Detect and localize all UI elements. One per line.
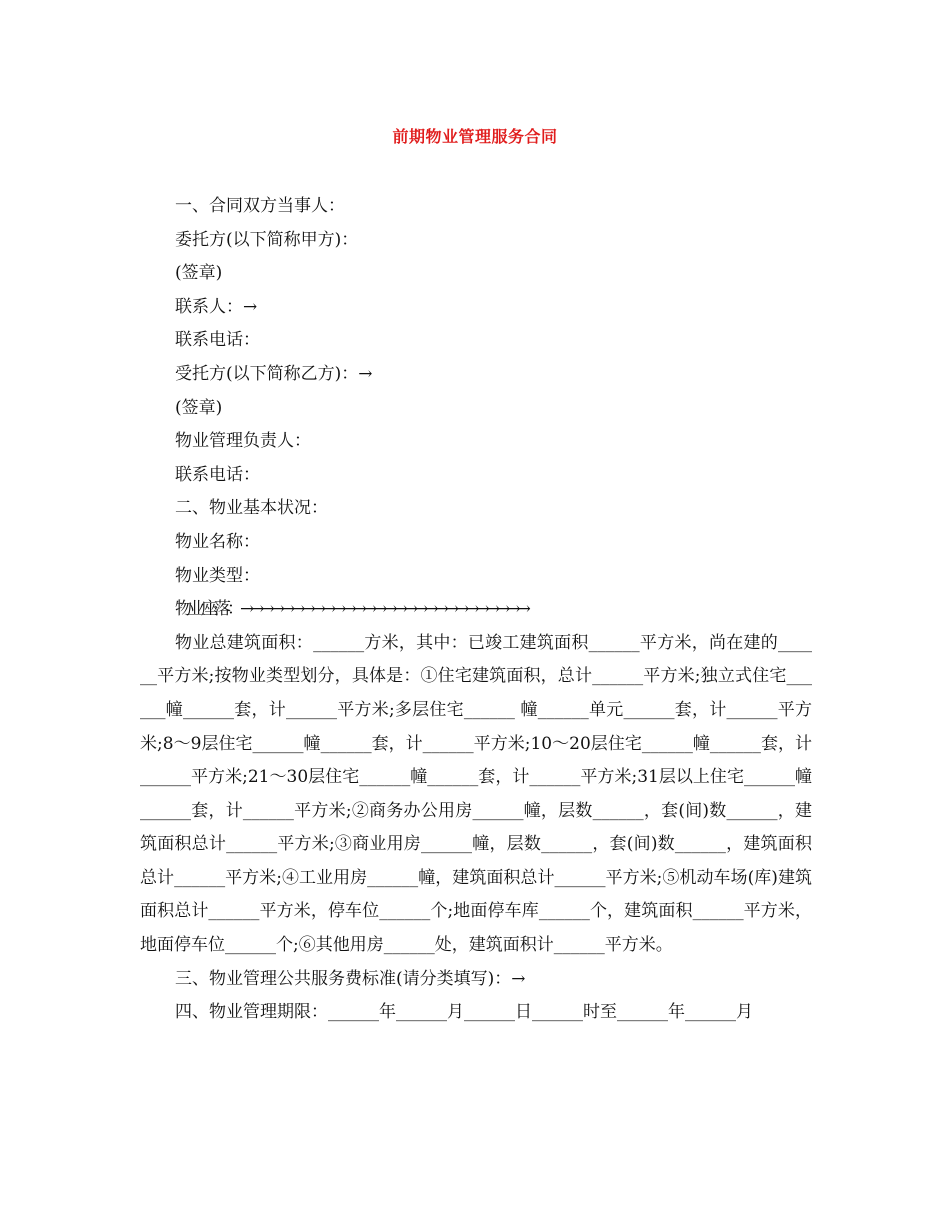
service-fee-heading: 三、物业管理公共服务费标准(请分类填写)：→: [175, 968, 526, 989]
property-status-heading: 二、物业基本状况：: [175, 498, 328, 519]
property-manager-label: 物业管理负责人：: [175, 431, 311, 452]
management-period-heading: 四、物业管理期限：______年______月______日______时至______年______月: [175, 1002, 753, 1023]
client-seal-label: (签章): [175, 263, 223, 284]
party-heading: 一、合同双方当事人：: [175, 196, 345, 216]
client-phone-label: 联系电话：: [175, 330, 260, 351]
building-area-paragraph: 物业总建筑面积：______方米，其中：已竣工建筑面积______平方米，尚在建的______平方米;按物业类型划分，具体是：①住宅建筑面积，总计______平方米;独立式住宅______幢______套，计______平方米;多层住宅______ 幢______单元______套，计______平方米;8～9层住宅______幢______套，计______平方米;10～20层住宅______幢______套，计______平方米;21～30层住宅______幢______套，计______平方米;31层以上住宅______幢______套，计______平方米;②商务办公用房______幢，层数______，套(间)数______，建筑面积总计______平方米;③商业用房______幢，层数______，套(间)数______，建筑面积总计______平方米;④工业用房______幢，建筑面积总计______平方米;⑤机动车场(库)建筑面积总计______平方米，停车位______个;地面停车库______个，建筑面积______平方米，地面停车位______个;⑥其他用房______处，建筑面积计______平方米。: [140, 632, 812, 956]
property-name-label: 物业名称：: [175, 531, 260, 552]
client-contact-label: 联系人：→: [175, 296, 258, 317]
trustee-seal-label: (签章): [175, 397, 223, 418]
document-title: 前期物业管理服务合同: [392, 127, 558, 146]
property-location-label: 物业座落：→→→→→→→→→→→→→→→→→→→→→→→→→→→→: [175, 599, 527, 620]
property-type-label: 物业类型：: [175, 565, 260, 586]
trustee-party-label: 受托方(以下简称乙方)：→: [175, 363, 373, 384]
trustee-phone-label: 联系电话：: [175, 464, 260, 485]
client-party-label: 委托方(以下简称甲方)：: [175, 229, 359, 250]
document-body: [140, 190, 812, 1030]
